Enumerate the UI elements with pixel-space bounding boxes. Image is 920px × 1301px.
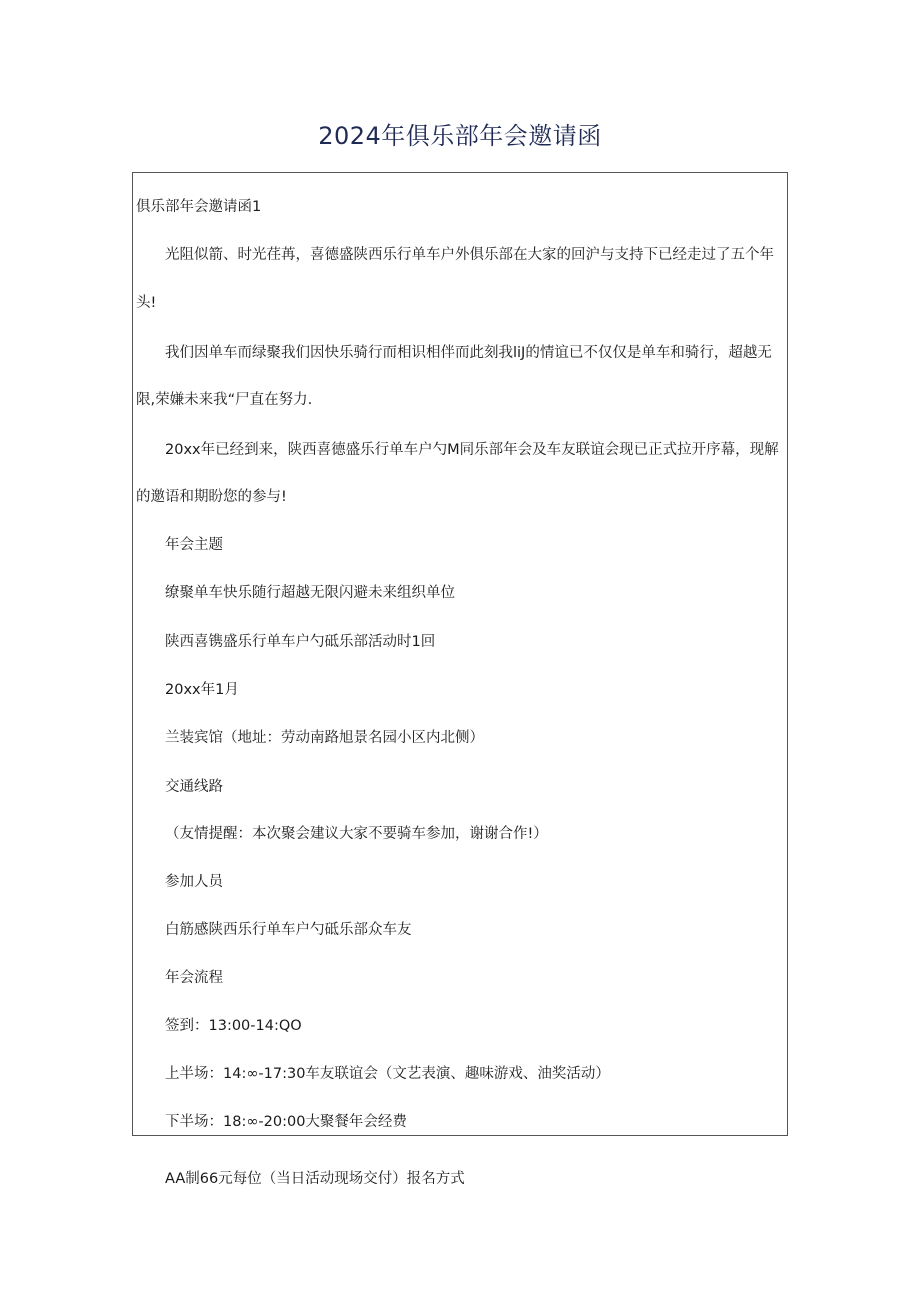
paragraph-2-line-2: 限,荣嫌未来我“尸直在努力.: [136, 392, 313, 408]
list-item: 20xx年1月: [165, 682, 239, 698]
list-item: 缭聚单车快乐随行超越无限闪避未来组织单位: [165, 585, 455, 601]
fee-and-registration-line: AA制66元每位（当日活动现场交付）报名方式: [165, 1171, 465, 1187]
list-item: 白筋感陕西乐行单车户勺砥乐部众车友: [165, 922, 412, 938]
list-item: 签到：13:00-14:QO: [165, 1018, 302, 1034]
paragraph-1-line-1: 光阻似箭、时光荏苒，喜德盛陕西乐行单车户外俱乐部在大家的回沪与支持下已经走过了五个年: [165, 247, 774, 263]
list-item: 年会流程: [165, 970, 223, 986]
list-item: 年会主题: [165, 537, 223, 553]
list-item: （友情提醒：本次聚会建议大家不要骑车参加，谢谢合作!）: [165, 826, 548, 842]
list-item: 交通线路: [165, 779, 223, 795]
list-item: 上半场：14:∞-17:30车友联谊会（文艺表演、趣味游戏、油奖活动）: [165, 1066, 610, 1082]
list-item: 陕西喜镌盛乐行单车户勺砥乐部活动时1回: [165, 634, 436, 650]
content-frame: [132, 172, 788, 1136]
paragraph-2-line-1: 我们因单车而绿聚我们因快乐骑行而相识相伴而此刻我liJ的情谊已不仅仅是单车和骑行，超越无: [165, 345, 772, 361]
paragraph-3-line-2: 的邀语和期盼您的参与!: [136, 489, 287, 505]
list-item: 兰装宾馆（地址：劳动南路旭景名园小区内北侧）: [165, 730, 484, 746]
paragraph-1-line-2: 头!: [136, 295, 157, 311]
section-heading: 俱乐部年会邀请函1: [136, 199, 262, 215]
list-item: 下半场：18:∞-20:00大聚餐年会经费: [165, 1114, 407, 1130]
paragraph-3-line-1: 20xx年已经到来，陕西喜德盛乐行单车户勺M同乐部年会及车友联谊会现已正式拉开序幕，现解: [165, 442, 779, 458]
list-item: 参加人员: [165, 874, 223, 890]
document-title: 2024年俱乐部年会邀请函: [318, 122, 602, 150]
